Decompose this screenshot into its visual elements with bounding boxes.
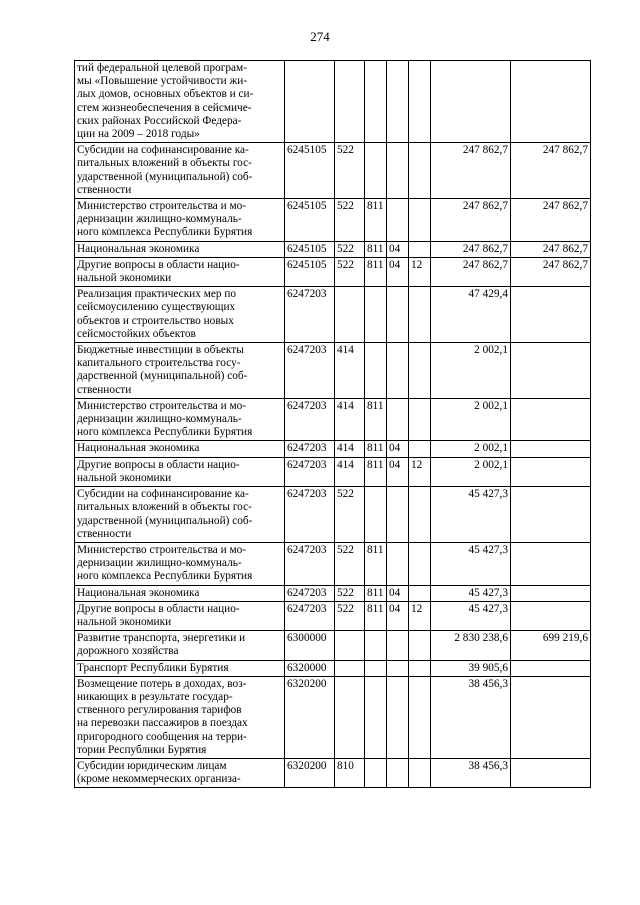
amount-total-cell: 38 456,3 (431, 758, 511, 787)
table-row (75, 660, 591, 676)
subsection-code-cell: 12 (409, 257, 431, 286)
row-name-cell: Транспорт Республики Бурятия (75, 660, 285, 676)
table-row (75, 457, 591, 486)
row-name-cell: Министерство строительства и мо- дернизации жилищно-коммуналь- ного комплекса Республики Бурятия (75, 398, 285, 441)
table-row (75, 398, 591, 441)
expense-type-code-cell: 810 (335, 758, 365, 787)
subsection-code-cell (409, 660, 431, 676)
subsection-code-cell (409, 143, 431, 199)
amount-total-cell: 247 862,7 (431, 241, 511, 257)
expense-type-code-cell: 522 (335, 585, 365, 601)
amount-total-cell: 45 427,3 (431, 601, 511, 630)
amount-total-cell: 47 429,4 (431, 287, 511, 343)
expense-type-code-cell (335, 676, 365, 758)
ministry-code-cell (365, 143, 387, 199)
amount-federal-cell (511, 343, 591, 399)
expense-type-code-cell: 522 (335, 542, 365, 585)
section-code-cell (387, 343, 409, 399)
amount-federal-cell (511, 287, 591, 343)
budget-table (74, 60, 591, 788)
row-name-cell: Министерство строительства и мо- дернизации жилищно-коммуналь- ного комплекса Республики Бурятия (75, 199, 285, 242)
amount-federal-cell: 247 862,7 (511, 199, 591, 242)
section-code-cell (387, 61, 409, 143)
table-row (75, 287, 591, 343)
row-name-cell: Субсидии на софинансирование ка- питальных вложений в объекты гос- ударственной (муниципальной) соб- ственности (75, 487, 285, 543)
target-article-code-cell: 6247203 (285, 601, 335, 630)
section-code-cell (387, 487, 409, 543)
ministry-code-cell: 811 (365, 457, 387, 486)
amount-federal-cell: 699 219,6 (511, 631, 591, 660)
amount-total-cell: 2 002,1 (431, 343, 511, 399)
table-row (75, 487, 591, 543)
subsection-code-cell (409, 441, 431, 457)
expense-type-code-cell: 522 (335, 241, 365, 257)
section-code-cell: 04 (387, 441, 409, 457)
subsection-code-cell (409, 758, 431, 787)
table-row (75, 441, 591, 457)
subsection-code-cell (409, 61, 431, 143)
amount-total-cell: 45 427,3 (431, 585, 511, 601)
subsection-code-cell (409, 631, 431, 660)
subsection-code-cell: 12 (409, 601, 431, 630)
subsection-code-cell (409, 343, 431, 399)
target-article-code-cell: 6245105 (285, 143, 335, 199)
section-code-cell: 04 (387, 601, 409, 630)
expense-type-code-cell: 522 (335, 199, 365, 242)
amount-federal-cell (511, 542, 591, 585)
section-code-cell: 04 (387, 241, 409, 257)
expense-type-code-cell (335, 61, 365, 143)
table-row (75, 143, 591, 199)
amount-total-cell: 2 002,1 (431, 441, 511, 457)
ministry-code-cell (365, 287, 387, 343)
ministry-code-cell (365, 487, 387, 543)
expense-type-code-cell: 414 (335, 441, 365, 457)
amount-federal-cell (511, 676, 591, 758)
amount-total-cell: 39 905,6 (431, 660, 511, 676)
row-name-cell: Реализация практических мер по сейсмоусилению существующих объектов и строительство новых сейсмостойких объектов (75, 287, 285, 343)
target-article-code-cell: 6320000 (285, 660, 335, 676)
amount-federal-cell (511, 601, 591, 630)
row-name-cell: Субсидии на софинансирование ка- питальных вложений в объекты гос- ударственной (муниципальной) соб- ственности (75, 143, 285, 199)
section-code-cell (387, 676, 409, 758)
target-article-code-cell: 6247203 (285, 585, 335, 601)
subsection-code-cell (409, 487, 431, 543)
ministry-code-cell: 811 (365, 241, 387, 257)
section-code-cell (387, 758, 409, 787)
ministry-code-cell: 811 (365, 542, 387, 585)
section-code-cell (387, 287, 409, 343)
row-name-cell: Развитие транспорта, энергетики и дорожного хозяйства (75, 631, 285, 660)
section-code-cell (387, 199, 409, 242)
table-row (75, 601, 591, 630)
target-article-code-cell: 6247203 (285, 287, 335, 343)
subsection-code-cell (409, 398, 431, 441)
target-article-code-cell (285, 61, 335, 143)
section-code-cell (387, 542, 409, 585)
ministry-code-cell: 811 (365, 398, 387, 441)
amount-federal-cell (511, 585, 591, 601)
amount-total-cell: 247 862,7 (431, 143, 511, 199)
table-row (75, 257, 591, 286)
table-row (75, 542, 591, 585)
row-name-cell: Другие вопросы в области нацио- нальной экономики (75, 457, 285, 486)
page-number: 274 (310, 29, 330, 44)
section-code-cell: 04 (387, 585, 409, 601)
amount-federal-cell (511, 457, 591, 486)
target-article-code-cell: 6320200 (285, 758, 335, 787)
expense-type-code-cell: 522 (335, 143, 365, 199)
section-code-cell (387, 660, 409, 676)
row-name-cell: Национальная экономика (75, 241, 285, 257)
target-article-code-cell: 6245105 (285, 241, 335, 257)
amount-federal-cell (511, 441, 591, 457)
ministry-code-cell: 811 (365, 441, 387, 457)
expense-type-code-cell (335, 631, 365, 660)
subsection-code-cell (409, 676, 431, 758)
ministry-code-cell (365, 660, 387, 676)
subsection-code-cell (409, 287, 431, 343)
target-article-code-cell: 6245105 (285, 257, 335, 286)
ministry-code-cell (365, 676, 387, 758)
subsection-code-cell (409, 241, 431, 257)
amount-total-cell: 2 002,1 (431, 398, 511, 441)
target-article-code-cell: 6247203 (285, 542, 335, 585)
expense-type-code-cell: 414 (335, 457, 365, 486)
target-article-code-cell: 6247203 (285, 457, 335, 486)
amount-total-cell: 38 456,3 (431, 676, 511, 758)
table-row (75, 758, 591, 787)
subsection-code-cell (409, 199, 431, 242)
section-code-cell (387, 398, 409, 441)
section-code-cell: 04 (387, 457, 409, 486)
ministry-code-cell: 811 (365, 199, 387, 242)
table-body (75, 61, 591, 788)
amount-total-cell: 2 830 238,6 (431, 631, 511, 660)
amount-federal-cell: 247 862,7 (511, 257, 591, 286)
row-name-cell: Другие вопросы в области нацио- нальной экономики (75, 257, 285, 286)
target-article-code-cell: 6245105 (285, 199, 335, 242)
row-name-cell: Другие вопросы в области нацио- нальной экономики (75, 601, 285, 630)
table-row (75, 61, 591, 143)
ministry-code-cell (365, 61, 387, 143)
row-name-cell: Национальная экономика (75, 441, 285, 457)
row-name-cell: тий федеральной целевой програм- мы «Повышение устойчивости жи- лых домов, основных объектов и си- стем жизнеобеспечения в сейсмиче- ских районах Российской Федера- ции на 2009 – 2018 годы» (75, 61, 285, 143)
amount-total-cell: 2 002,1 (431, 457, 511, 486)
amount-federal-cell (511, 758, 591, 787)
ministry-code-cell: 811 (365, 601, 387, 630)
expense-type-code-cell: 522 (335, 487, 365, 543)
subsection-code-cell: 12 (409, 457, 431, 486)
ministry-code-cell: 811 (365, 585, 387, 601)
table-row (75, 631, 591, 660)
ministry-code-cell (365, 758, 387, 787)
amount-federal-cell (511, 61, 591, 143)
amount-federal-cell (511, 487, 591, 543)
amount-total-cell (431, 61, 511, 143)
row-name-cell: Возмещение потерь в доходах, воз- никающих в результате государ- ственного регулирования тарифов на перевозки пассажиров в поездах пригородного сообщения на терри- тории Республики Бурятия (75, 676, 285, 758)
section-code-cell (387, 143, 409, 199)
target-article-code-cell: 6247203 (285, 487, 335, 543)
amount-total-cell: 45 427,3 (431, 487, 511, 543)
amount-total-cell: 247 862,7 (431, 199, 511, 242)
table-row (75, 199, 591, 242)
amount-federal-cell: 247 862,7 (511, 241, 591, 257)
amount-total-cell: 45 427,3 (431, 542, 511, 585)
target-article-code-cell: 6247203 (285, 441, 335, 457)
amount-federal-cell (511, 660, 591, 676)
target-article-code-cell: 6300000 (285, 631, 335, 660)
ministry-code-cell: 811 (365, 257, 387, 286)
amount-total-cell: 247 862,7 (431, 257, 511, 286)
target-article-code-cell: 6247203 (285, 398, 335, 441)
expense-type-code-cell (335, 287, 365, 343)
target-article-code-cell: 6320200 (285, 676, 335, 758)
table-row (75, 676, 591, 758)
subsection-code-cell (409, 542, 431, 585)
ministry-code-cell (365, 343, 387, 399)
expense-type-code-cell (335, 660, 365, 676)
subsection-code-cell (409, 585, 431, 601)
expense-type-code-cell: 414 (335, 343, 365, 399)
table-row (75, 585, 591, 601)
row-name-cell: Министерство строительства и мо- дернизации жилищно-коммуналь- ного комплекса Республики Бурятия (75, 542, 285, 585)
table-row (75, 343, 591, 399)
section-code-cell (387, 631, 409, 660)
section-code-cell: 04 (387, 257, 409, 286)
table-row (75, 241, 591, 257)
amount-federal-cell (511, 398, 591, 441)
row-name-cell: Бюджетные инвестиции в объекты капитального строительства госу- дарственной (муниципальной) соб- ственности (75, 343, 285, 399)
row-name-cell: Национальная экономика (75, 585, 285, 601)
expense-type-code-cell: 522 (335, 601, 365, 630)
amount-federal-cell: 247 862,7 (511, 143, 591, 199)
expense-type-code-cell: 522 (335, 257, 365, 286)
expense-type-code-cell: 414 (335, 398, 365, 441)
row-name-cell: Субсидии юридическим лицам (кроме некоммерческих организа- (75, 758, 285, 787)
target-article-code-cell: 6247203 (285, 343, 335, 399)
ministry-code-cell (365, 631, 387, 660)
